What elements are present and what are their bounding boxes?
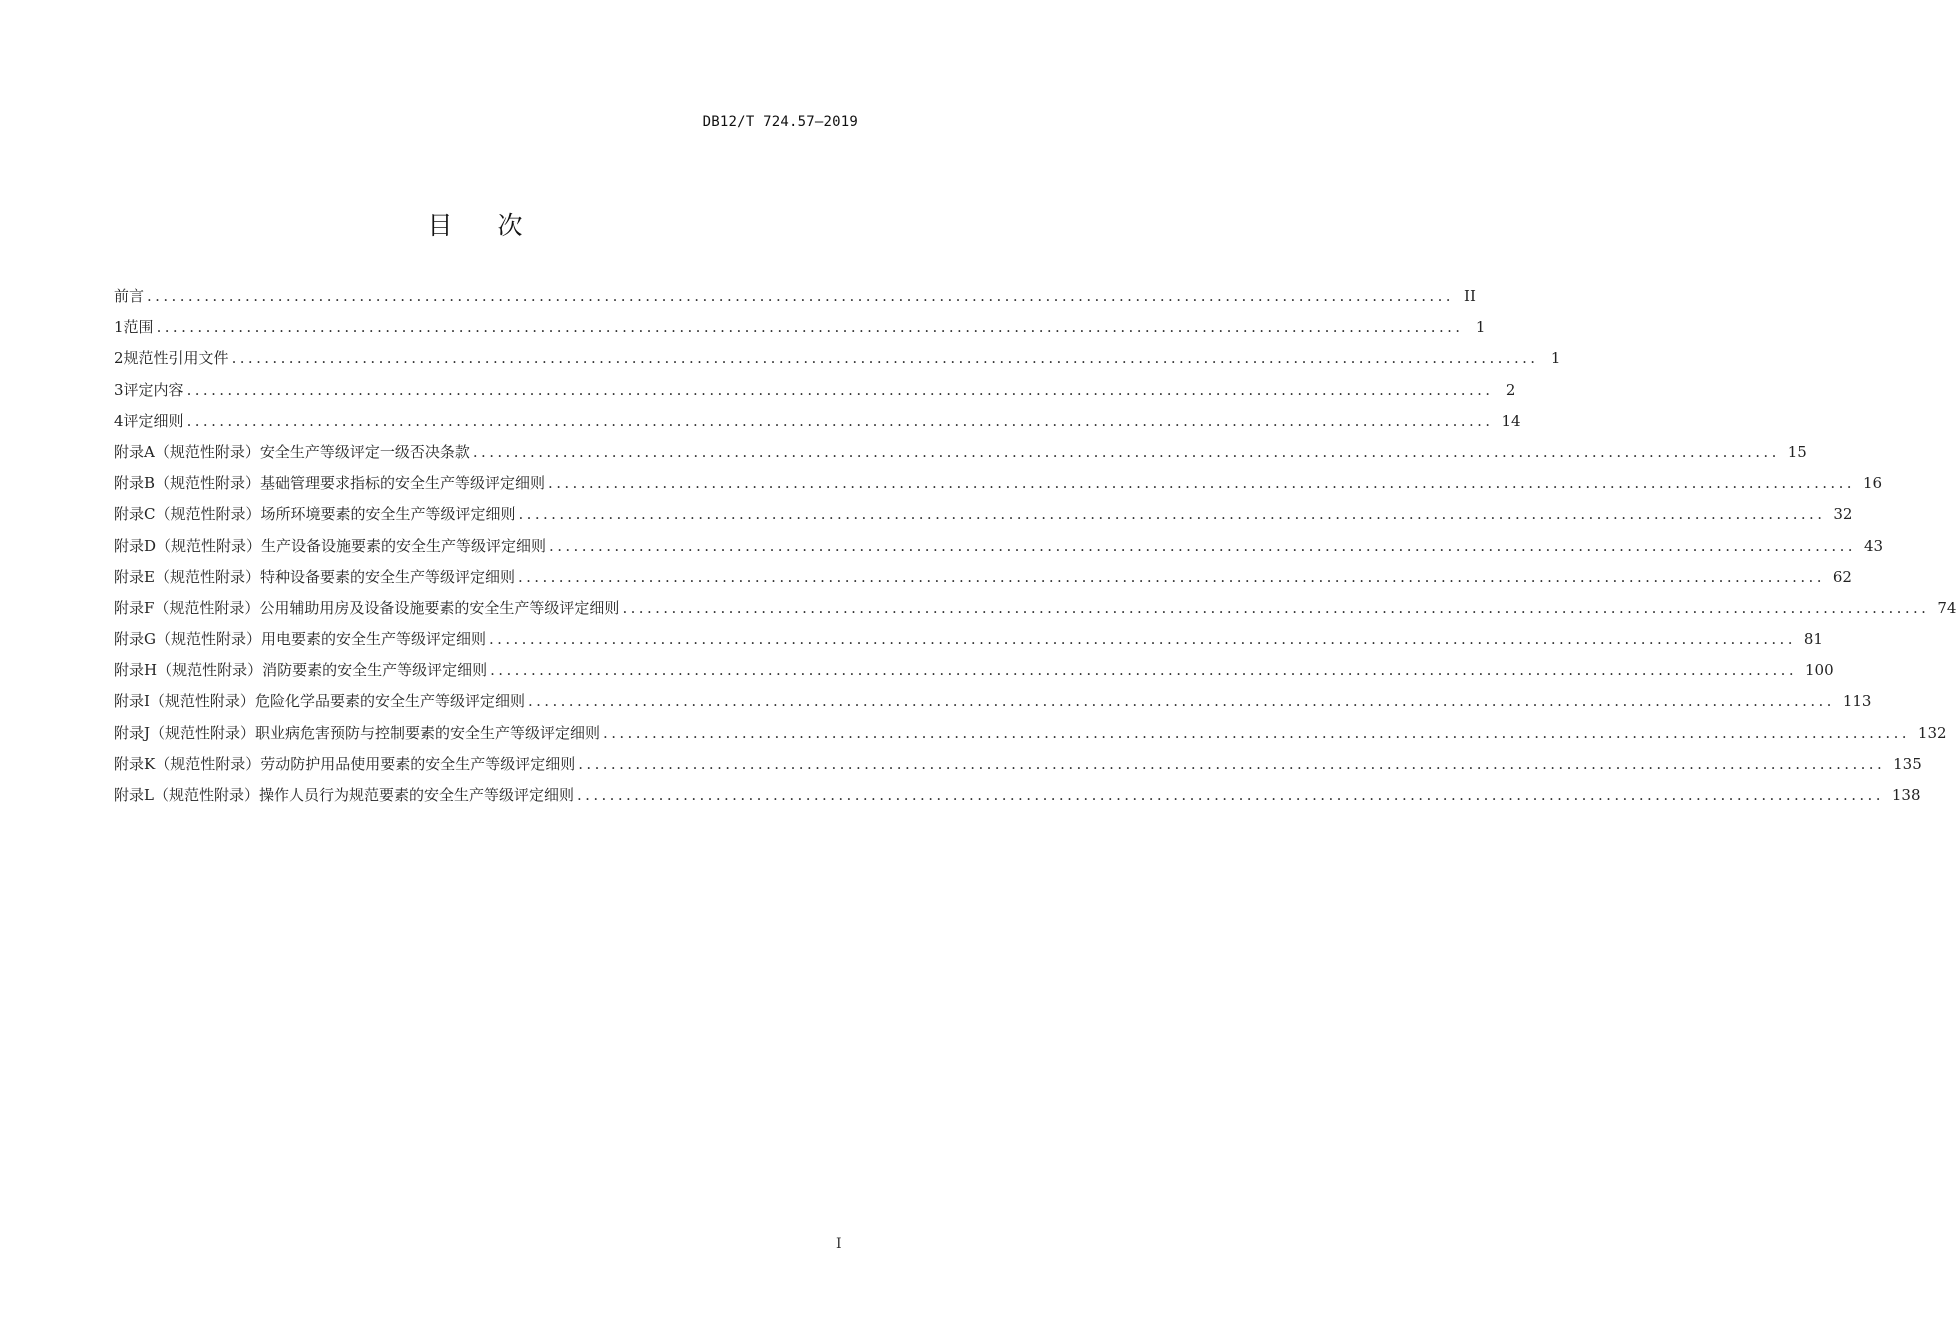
toc-leader-dots: ................................................................................................................................................................ — [578, 754, 1886, 773]
toc-entry[interactable] — [114, 531, 1884, 562]
toc-entry-title: 生产设备设施要素的安全生产等级评定细则 — [261, 536, 547, 555]
toc-entry-title: 安全生产等级评定一级否决条款 — [259, 442, 470, 461]
toc-entry-page: 32 — [1833, 505, 1853, 524]
toc-entry-appendix-label: 附录D（规范性附录） — [114, 536, 262, 555]
toc-leader-dots: ................................................................................................................................................................ — [518, 505, 1826, 524]
toc-entry-appendix-label: 附录H（规范性附录） — [114, 661, 263, 680]
toc-entry-title: 消防要素的安全生产等级评定细则 — [262, 661, 488, 680]
toc-entry-number: 1 — [114, 318, 124, 337]
toc-entry-page: 135 — [1893, 754, 1922, 773]
toc-entry-number: 3 — [114, 380, 124, 399]
toc-leader-dots: ................................................................................................................................................................ — [472, 442, 1780, 461]
toc-entry-appendix-label: 附录A（规范性附录） — [114, 442, 260, 461]
toc-entry-page: 81 — [1803, 630, 1823, 649]
toc-entry[interactable] — [114, 655, 1834, 686]
toc-entry-title: 场所环境要素的安全生产等级评定细则 — [260, 505, 516, 524]
toc-leader-dots: ................................................................................................................................................................ — [548, 474, 1855, 493]
toc-entry-title: 用电要素的安全生产等级评定细则 — [260, 630, 486, 649]
toc-leader-dots: ................................................................................................................................................................ — [489, 630, 1796, 649]
toc-entry-appendix-label: 附录G（规范性附录） — [114, 630, 261, 649]
toc-entry[interactable] — [114, 686, 1872, 717]
toc-entry-title: 危险化学品要素的安全生产等级评定细则 — [254, 692, 525, 711]
toc-entry-title: 评定细则 — [123, 411, 184, 430]
toc-entry-title: 职业病危害预防与控制要素的安全生产等级评定细则 — [255, 723, 601, 742]
toc-entry-title: 公用辅助用房及设备设施要素的安全生产等级评定细则 — [259, 598, 620, 617]
toc-entry-title: 规范性引用文件 — [123, 349, 229, 368]
toc-entry-appendix-label: 附录E（规范性附录） — [114, 567, 260, 586]
toc-leader-dots: ................................................................................................................................................................ — [527, 692, 1835, 711]
toc-entry[interactable] — [114, 468, 1883, 499]
toc-entry-appendix-label: 附录B（规范性附录） — [114, 474, 261, 493]
toc-entry-page: 14 — [1501, 411, 1521, 430]
toc-entry-appendix-label: 附录K（规范性附录） — [114, 754, 261, 773]
toc-entry[interactable] — [114, 749, 1922, 780]
toc-entry[interactable] — [114, 593, 1956, 624]
toc-entry[interactable] — [114, 343, 1561, 374]
toc-entry-title: 范围 — [123, 318, 154, 337]
toc-entry[interactable] — [114, 624, 1823, 655]
toc-title-char: 次 — [497, 211, 523, 240]
toc-entry[interactable] — [114, 718, 1947, 749]
toc-entry-appendix-label: 附录F（规范性附录） — [114, 598, 260, 617]
toc-entry-title: 操作人员行为规范要素的安全生产等级评定细则 — [258, 786, 574, 804]
toc-leader-dots: ................................................................................................................................................................ — [549, 536, 1856, 555]
toc-entry-page: II — [1464, 287, 1476, 305]
standard-code: DB12/T 724.57—2019 — [702, 114, 858, 130]
toc-entry-number: 4 — [114, 411, 124, 430]
toc-entry-appendix-label: 附录I（规范性附录） — [114, 692, 255, 711]
toc-leader-dots: ................................................................................................................................................................ — [603, 723, 1910, 742]
toc-entry[interactable] — [114, 312, 1486, 343]
toc-entry[interactable] — [114, 281, 1476, 312]
toc-entry-title: 前言 — [114, 287, 145, 305]
toc-entry[interactable] — [114, 499, 1853, 530]
toc-entry-page: 15 — [1787, 442, 1807, 461]
toc-leader-dots: ................................................................................................................................................................ — [622, 598, 1930, 617]
toc-entry[interactable] — [114, 562, 1852, 593]
toc-leader-dots: ................................................................................................................................................................ — [186, 411, 1494, 430]
toc-entry-number: 2 — [114, 349, 124, 368]
toc-entry-page: 74 — [1937, 598, 1956, 617]
toc-entry[interactable] — [114, 406, 1521, 437]
toc-entry[interactable] — [114, 780, 1921, 811]
toc-leader-dots: ................................................................................................................................................................ — [147, 287, 1454, 305]
toc-entry-page: 62 — [1832, 567, 1852, 586]
toc-title-char: 目 — [427, 211, 453, 240]
toc-entry-title: 基础管理要求指标的安全生产等级评定细则 — [260, 474, 546, 493]
toc-leader-dots: ................................................................................................................................................................ — [517, 567, 1825, 586]
toc-leader-dots: ................................................................................................................................................................ — [576, 786, 1884, 804]
toc-entry-page: 16 — [1862, 474, 1883, 493]
toc-entry-page: 1 — [1550, 349, 1561, 368]
toc-entry-appendix-label: 附录J（规范性附录） — [114, 723, 256, 742]
page-number: I — [836, 1236, 842, 1252]
toc-entry-page: 2 — [1505, 380, 1516, 399]
toc-entry-appendix-label: 附录C（规范性附录） — [114, 505, 261, 524]
toc-entry-title: 评定内容 — [123, 380, 184, 399]
toc-entry-page: 113 — [1842, 692, 1872, 711]
toc-leader-dots: ................................................................................................................................................................ — [156, 318, 1464, 337]
toc-entry-page: 100 — [1805, 661, 1834, 680]
toc-entry-title: 劳动防护用品使用要素的安全生产等级评定细则 — [260, 754, 576, 773]
toc-entry-page: 43 — [1863, 536, 1884, 555]
toc-entry-page: 1 — [1475, 318, 1486, 337]
toc-entry-page: 132 — [1917, 723, 1947, 742]
toc-title — [0, 206, 950, 242]
toc-entry[interactable] — [114, 437, 1807, 468]
toc-entry-title: 特种设备要素的安全生产等级评定细则 — [259, 567, 515, 586]
toc-entry[interactable] — [114, 375, 1516, 406]
toc-entry-appendix-label: 附录L（规范性附录） — [114, 786, 259, 804]
toc-leader-dots: ................................................................................................................................................................ — [231, 349, 1539, 368]
toc-leader-dots: ................................................................................................................................................................ — [186, 380, 1494, 399]
toc-entry-page: 138 — [1891, 786, 1921, 804]
toc-leader-dots: ................................................................................................................................................................ — [490, 661, 1797, 680]
toc-list — [114, 281, 1956, 811]
